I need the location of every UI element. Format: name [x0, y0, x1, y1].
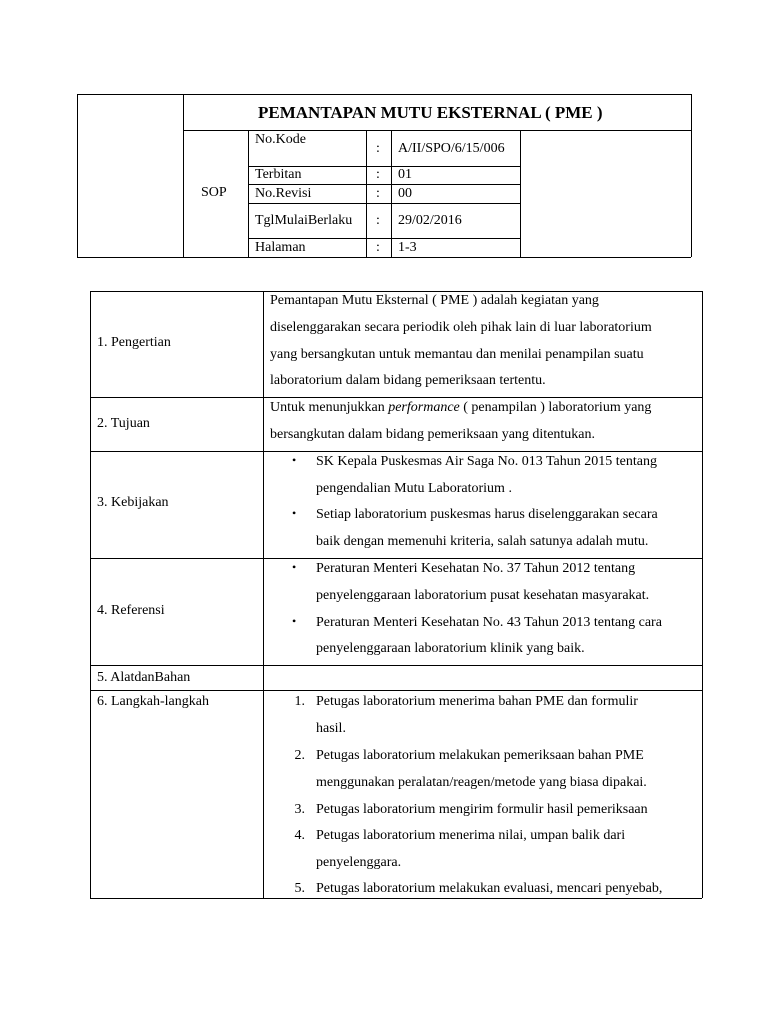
langkah-number-4: 4.: [294, 828, 305, 843]
tujuan-line-2: bersangkutan dalam bidang pemeriksaan yang ditentukan.: [270, 427, 596, 442]
pengertian-line-1: Pemantapan Mutu Eksternal ( PME ) adalah kegiatan yang: [270, 293, 599, 308]
tgl-mulai-berlaku-value: 29/02/2016: [398, 213, 462, 228]
terbitan-colon: :: [376, 167, 380, 182]
referensi-item-2-line-2: penyelenggaraan laboratorium klinik yang baik.: [316, 641, 585, 656]
kebijakan-item-1-line-1: SK Kepala Puskesmas Air Saga No. 013 Tahun 2015 tentang: [316, 454, 657, 469]
langkah-number-5: 5.: [294, 881, 305, 896]
tgl-mulai-berlaku-label: TglMulaiBerlaku: [255, 213, 353, 228]
performance-term: performance: [388, 400, 460, 415]
langkah-4-line-2: penyelenggara.: [316, 855, 402, 870]
referensi-item-1-line-2: penyelenggaraan laboratorium pusat kesehatan masyarakat.: [316, 588, 650, 603]
langkah-1-line-1: Petugas laboratorium menerima bahan PME dan formulir: [316, 694, 638, 709]
tujuan-label: 2. Tujuan: [97, 416, 150, 431]
terbitan-label: Terbitan: [255, 167, 302, 182]
langkah-5-line-1: Petugas laboratorium melakukan evaluasi, mencari penyebab,: [316, 881, 663, 896]
referensi-item-1-line-1: Peraturan Menteri Kesehatan No. 37 Tahun 2012 tentang: [316, 561, 636, 576]
no-revisi-colon: :: [376, 186, 380, 201]
langkah-3-line-1: Petugas laboratorium mengirim formulir hasil pemeriksaan: [316, 802, 648, 817]
bullet-icon: •: [292, 560, 297, 574]
kebijakan-item-1-line-2: pengendalian Mutu Laboratorium .: [316, 481, 512, 496]
pengertian-label: 1. Pengertian: [97, 335, 171, 350]
langkah-1-line-2: hasil.: [316, 721, 346, 736]
halaman-colon: :: [376, 240, 380, 255]
pengertian-line-4: laboratorium dalam bidang pemeriksaan tertentu.: [270, 373, 546, 388]
tujuan-line-1: Untuk menunjukkan performance ( penampilan ) laboratorium yang: [270, 400, 652, 415]
bullet-icon: •: [292, 506, 297, 520]
langkah-label: 6. Langkah-langkah: [97, 694, 209, 709]
kebijakan-label: 3. Kebijakan: [97, 495, 169, 510]
kebijakan-item-2-line-1: Setiap laboratorium puskesmas harus diselenggarakan secara: [316, 507, 658, 522]
no-kode-colon: :: [376, 141, 380, 156]
referensi-item-2-line-1: Peraturan Menteri Kesehatan No. 43 Tahun 2013 tentang cara: [316, 615, 662, 630]
sop-label: SOP: [201, 185, 227, 200]
no-kode-value: A/II/SPO/6/15/006: [398, 141, 505, 156]
langkah-2-line-1: Petugas laboratorium melakukan pemeriksaan bahan PME: [316, 748, 644, 763]
no-revisi-value: 00: [398, 186, 412, 201]
langkah-number-1: 1.: [294, 694, 305, 709]
document-title: PEMANTAPAN MUTU EKSTERNAL ( PME ): [258, 103, 603, 122]
no-kode-label: No.Kode: [255, 132, 306, 147]
tgl-mulai-berlaku-colon: :: [376, 213, 380, 228]
bullet-icon: •: [292, 453, 297, 467]
terbitan-value: 01: [398, 167, 412, 182]
langkah-number-3: 3.: [294, 802, 305, 817]
no-revisi-label: No.Revisi: [255, 186, 312, 201]
langkah-2-line-2: menggunakan peralatan/reagen/metode yang biasa dipakai.: [316, 775, 647, 790]
pengertian-line-3: yang bersangkutan untuk memantau dan menilai penampilan suatu: [270, 347, 644, 362]
halaman-label: Halaman: [255, 240, 306, 255]
referensi-label: 4. Referensi: [97, 603, 165, 618]
bullet-icon: •: [292, 614, 297, 628]
kebijakan-item-2-line-2: baik dengan memenuhi kriteria, salah satunya adalah mutu.: [316, 534, 649, 549]
langkah-4-line-1: Petugas laboratorium menerima nilai, umpan balik dari: [316, 828, 626, 843]
pengertian-line-2: diselenggarakan secara periodik oleh pihak lain di luar laboratorium: [270, 320, 652, 335]
halaman-value: 1-3: [398, 240, 417, 255]
alat-bahan-label: 5. AlatdanBahan: [97, 670, 191, 685]
langkah-number-2: 2.: [294, 748, 305, 763]
